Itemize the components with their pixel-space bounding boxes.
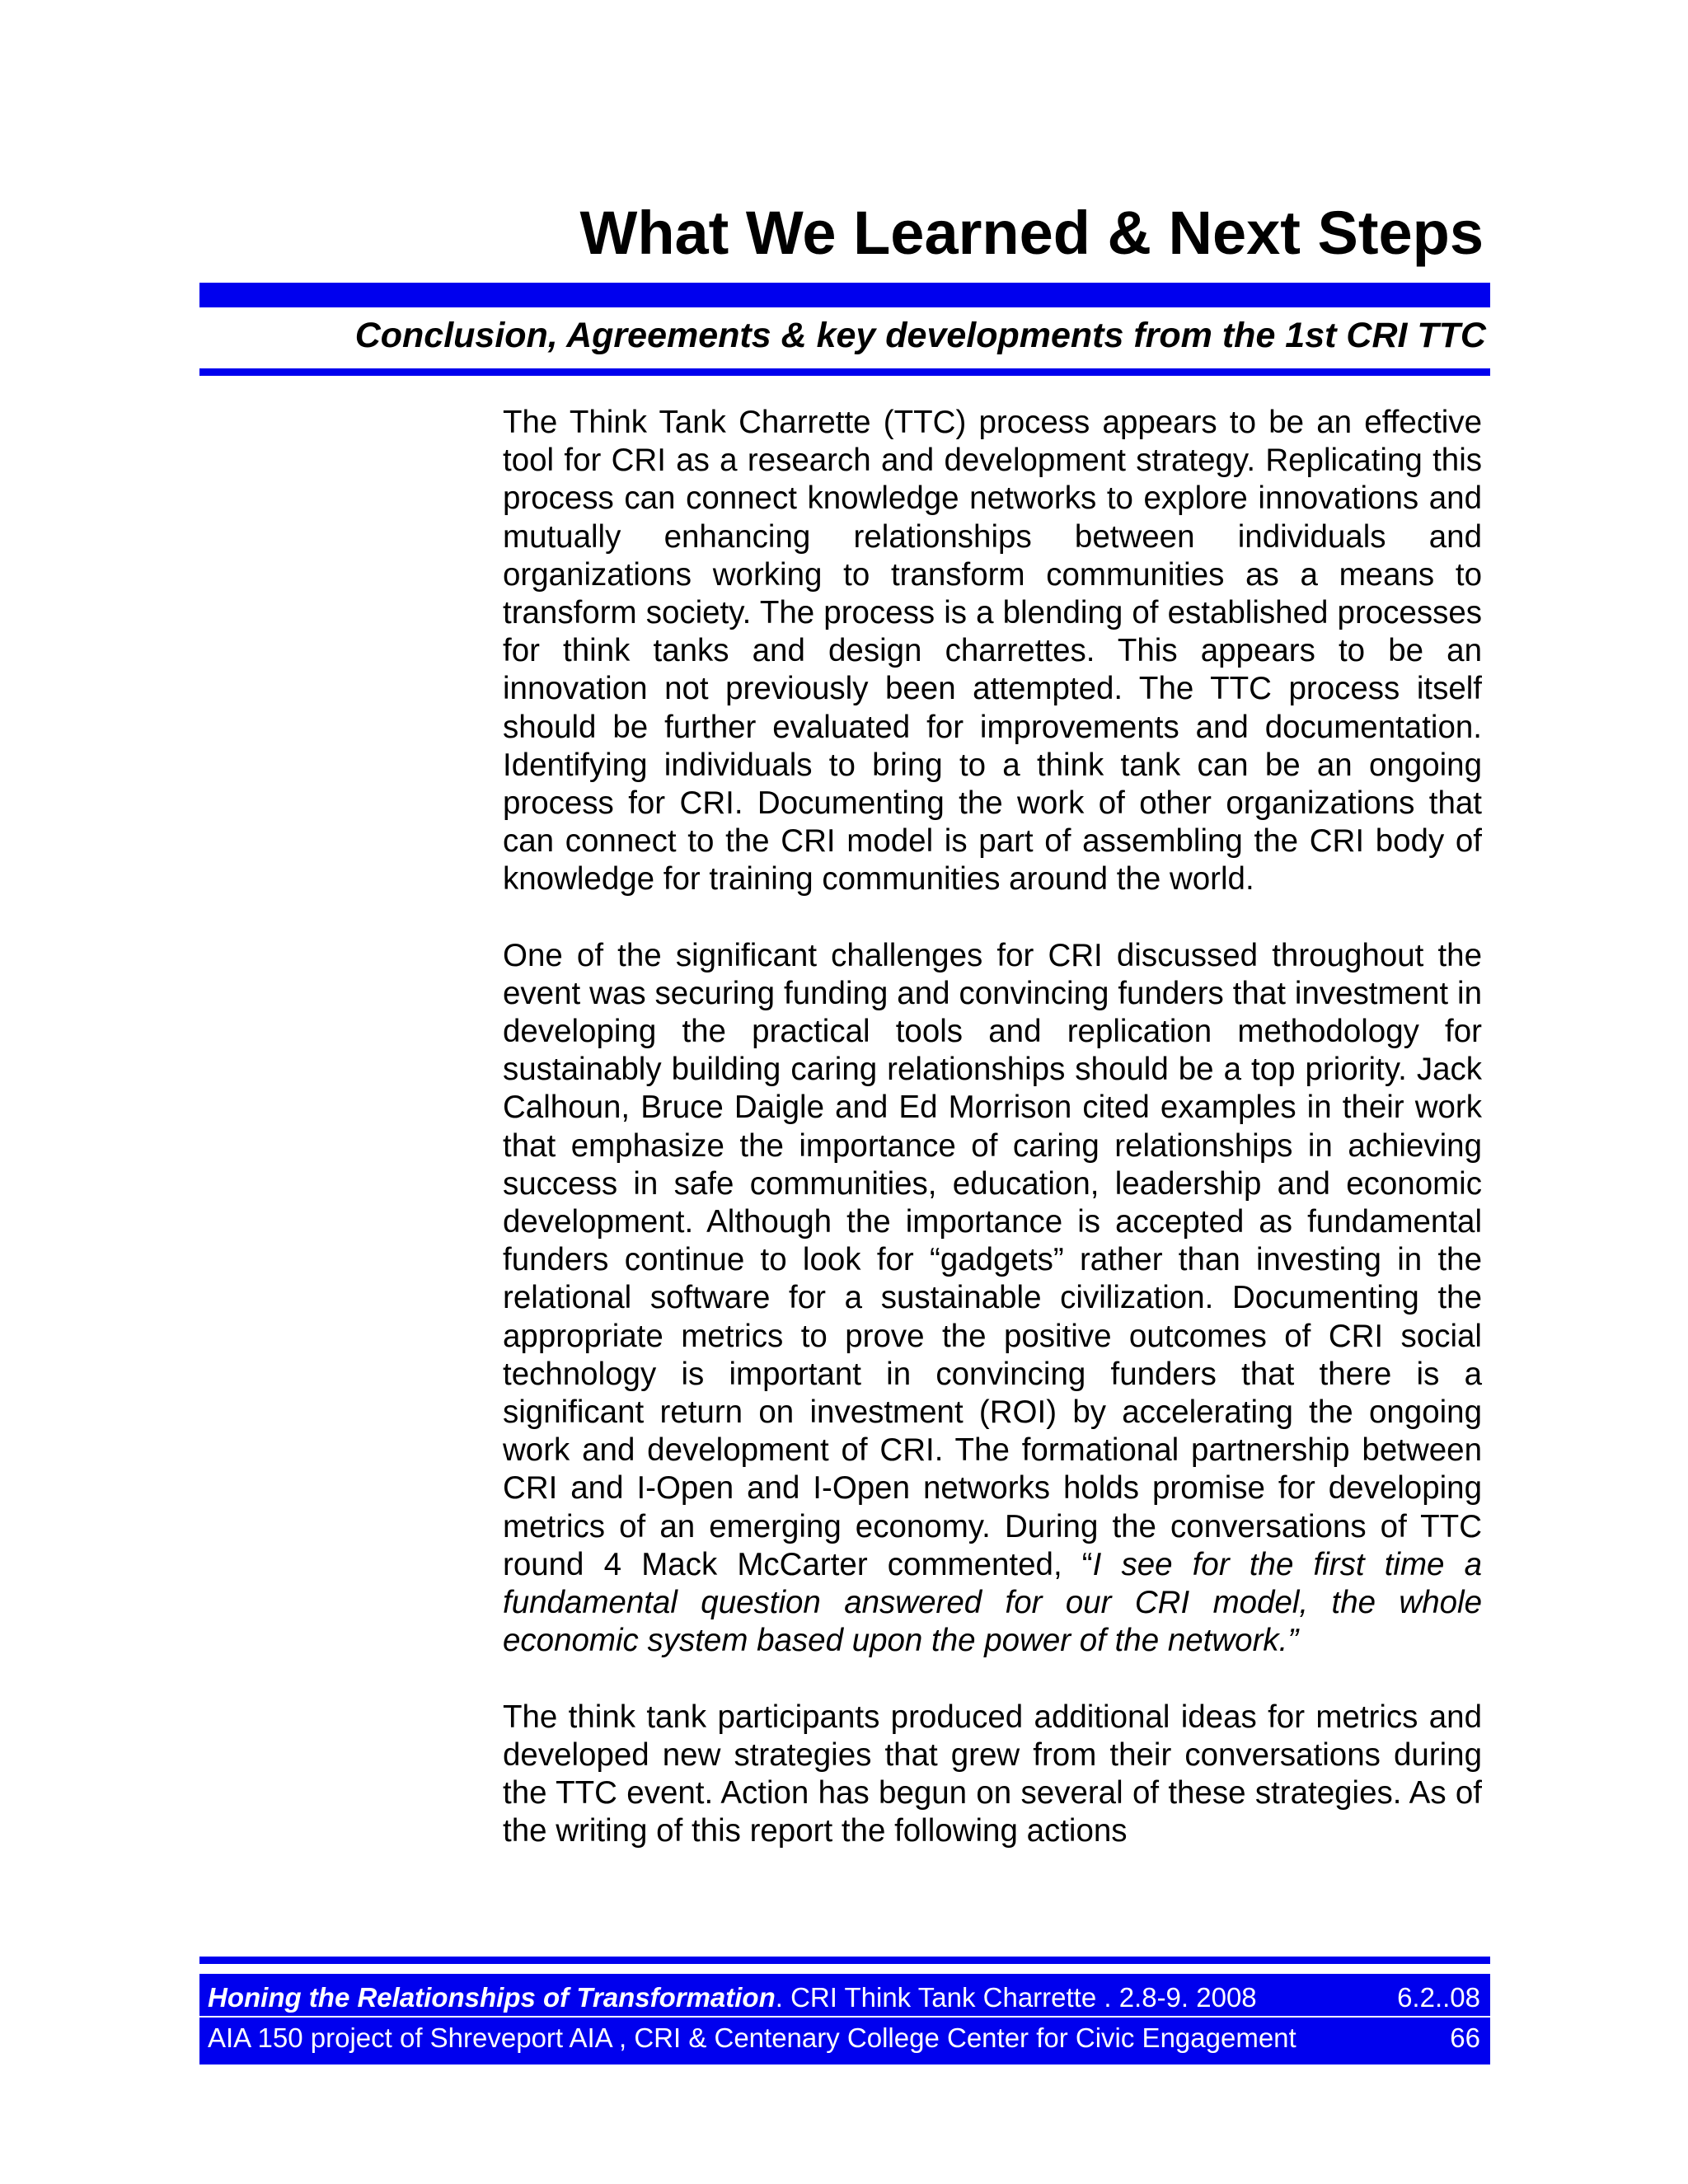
footer-project: AIA 150 project of Shreveport AIA , CRI & Centenary College Center for Civic Engagement <box>208 2022 1296 2053</box>
mccarter-quote: I see for the first time a fundamental question answered for our CRI model, the whole economic system based upon the power of the network.” <box>503 1546 1483 1659</box>
footer-report-info: . CRI Think Tank Charrette . 2.8-9. 2008 <box>775 1982 1257 2013</box>
paragraph-2-text: One of the significant challenges for CRI discussed throughout the event was securing funding and convincing funders that investment in developing the practical tools and replication methodology for sustainably building caring relationships should be a top priority. Jack Calhoun, Bruce Daigle and Ed Morrison cited examples in their work that emphasize the importance of caring relationships in achieving success in safe communities, education, leadership and economic development. Although the importance is accepted as fundamental funders continue to look for “gadgets” rather than investing in the relational software for a sustainable civilization. Documenting the appropriate metrics to prove the positive outcomes of CRI social technology is important in convincing funders that there is a significant return on investment (ROI) by accelerating the ongoing work and development of CRI. The formational partnership between CRI and I-Open and I-Open networks holds promise for developing metrics of an emerging economy. During the conversations of TTC round 4 Mack McCarter commented, “ <box>503 937 1482 1582</box>
header-rule-thick <box>199 283 1490 307</box>
footer-project-line <box>208 2019 1480 2057</box>
footer <box>199 1974 1490 2064</box>
page-number: 66 <box>1450 2022 1480 2053</box>
footer-divider <box>199 2016 1490 2018</box>
footer-rule <box>199 1957 1490 1964</box>
page-title: What We Learned & Next Steps <box>579 199 1484 267</box>
paragraph-1-text: The Think Tank Charrette (TTC) process appears to be an effective tool for CRI as a research and development strategy. Replicating this process can connect knowledge networks to explore innovations and mutually enhancing relationships between individuals and organizations working to transform communities as a means to transform society. The process is a blending of established processes for think tanks and design charrettes. This appears to be an innovation not previously been attempted. The TTC process itself should be further evaluated for improvements and documentation. Identifying individuals to bring to a think tank can be an ongoing process for CRI. Documenting the work of other organizations that can connect to the CRI model is part of assembling the CRI body of knowledge for training communities around the world. <box>503 405 1482 898</box>
page-subtitle: Conclusion, Agreements & key developments from the 1st CRI TTC <box>354 316 1486 355</box>
paragraph-3-text: The think tank participants produced additional ideas for metrics and developed new strategies that grew from their conversations during the TTC event. Action has begun on several of these strategies. As of the writing of this report the following actions <box>503 1699 1482 1849</box>
paragraph-1 <box>503 404 1482 899</box>
header-rule-thin <box>199 368 1490 376</box>
paragraph-2 <box>503 937 1482 1661</box>
footer-date: 6.2..08 <box>1397 1982 1480 2013</box>
footer-report-title: Honing the Relationships of Transformation <box>208 1982 776 2013</box>
paragraph-3 <box>503 1699 1482 1851</box>
body-text <box>503 404 1482 1888</box>
footer-report-line <box>208 1979 1480 2017</box>
